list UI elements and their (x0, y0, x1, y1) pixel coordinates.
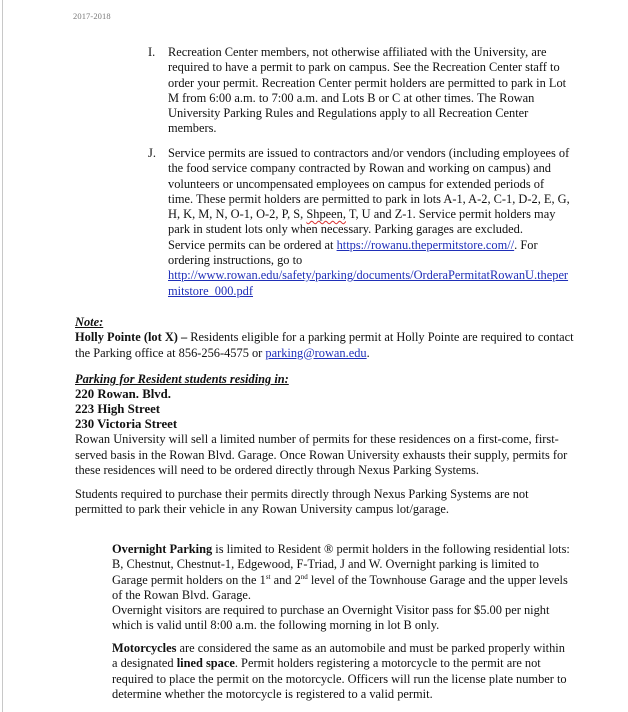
note-section (75, 315, 575, 361)
list-marker: I. (148, 45, 156, 59)
service-permits-paragraph: Service permits are issued to contractors and/or vendors (including employees of the food service company contracted by Rowan and working on campus) and volunteers or uncompensated employees on campus for extended periods of time. These permit holders are permitted to park in lots A-1, A-2, C-1, D-2, E, G, H, K, M, N, O-1, O-2, P, S, Shpeen, T, U and Z-1. Service permit holders may park in student lots only when necessary. Parking garages are excluded. Service permits can be ordered at https://rowanu.thepermitstore.com//. For ordering instructions, go to http://www.rowan.edu/safety/parking/documents/OrderaPermitatRowanU.thepermitstore_000.pdf (168, 146, 570, 298)
ordering-instructions-link[interactable]: http://www.rowan.edu/safety/parking/documents/OrderaPermitatRowanU.thepermitstore_000.pdf (168, 268, 569, 298)
overnight-visitors-paragraph: Overnight visitors are required to purchase an Overnight Visitor pass for $5.00 per night which is valid until 8:00 a.m. the following morning in lot B only. (112, 603, 550, 633)
document-header-year: 2017-2018 (73, 11, 111, 21)
motorcycles-section (112, 641, 572, 702)
resident-permits-paragraph: Rowan University will sell a limited number of permits for these residences on a first-come, first-served basis in the Rowan Blvd. Garage. Once Rowan University exhausts their supply, permits for these residences will need to be ordered directly through Nexus Parking Systems. (75, 432, 568, 477)
resident-section-title: Parking for Resident students residing in: (75, 372, 289, 386)
address-line: 220 Rowan. Blvd. (75, 387, 171, 402)
parking-email-link[interactable]: parking@rowan.edu (265, 345, 367, 360)
list-item-i (150, 45, 570, 137)
address-line: 223 High Street (75, 402, 161, 417)
nexus-paragraph: Students required to purchase their permits directly through Nexus Parking Systems are not permitted to park their vehicle in any Rowan University campus lot/garage. (75, 487, 529, 517)
note-title: Note: (75, 315, 104, 329)
spellcheck-word[interactable]: Shpeen, (306, 207, 346, 222)
overnight-parking-paragraph: Overnight Parking is limited to Resident ® permit holders in the following residential lots: B, Chestnut, Chestnut-1, Edgewood, F-Triad, J and W. Overnight parking is limited to Garage permit holders on the 1st and 2nd level of the Townhouse Garage and the upper levels of the Rowan Blvd. Garage. (112, 542, 570, 602)
nexus-section (75, 487, 575, 518)
motorcycles-paragraph: Motorcycles are considered the same as an automobile and must be parked properly within a designated lined space. Permit holders registering a motorcycle to the permit are not required to place the permit on the motorcycle. Officers will run the license plate number to determine whether the motorcycle is registered to a valid permit. (112, 641, 567, 701)
overnight-parking-section (112, 542, 572, 634)
holly-pointe-paragraph: Holly Pointe (lot X) – Residents eligible for a parking permit at Holly Pointe are required to contact the Parking office at 856-256-4575 or parking@rowan.edu. (75, 330, 574, 360)
address-line: 230 Victoria Street (75, 417, 178, 432)
resident-parking-section (75, 372, 575, 478)
list-marker: J. (148, 146, 156, 160)
page-left-border (2, 0, 3, 712)
permit-store-link[interactable]: https://rowanu.thepermitstore.com// (336, 237, 515, 252)
recreation-center-paragraph: Recreation Center members, not otherwise affiliated with the University, are required to have a permit to park on campus. See the Recreation Center staff to order your permit. Recreation Center permit holders are permitted to park in Lot M from 6:00 a.m. to 7:00 a.m. and Lots B or C at other times. The Rowan University Parking Rules and Regulations apply to all Recreation Center members. (168, 45, 567, 136)
list-item-j (150, 146, 570, 299)
